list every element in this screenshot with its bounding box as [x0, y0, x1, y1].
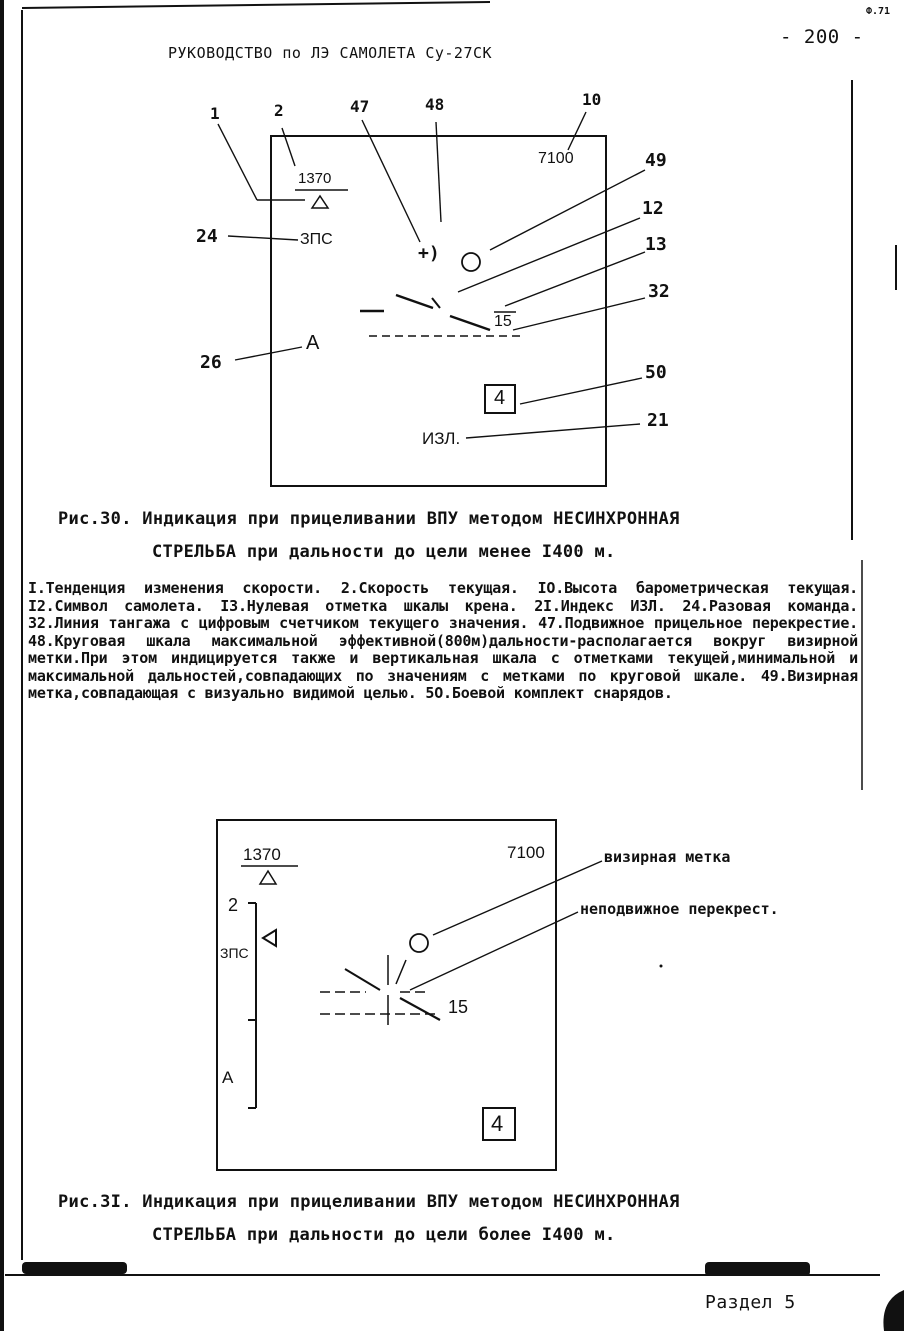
callout-47: 47	[350, 97, 370, 116]
callout-32: 32	[648, 281, 670, 302]
fig30-caption-line2: СТРЕЛЬБА при дальности до цели менее I400 м.	[152, 542, 616, 562]
callout-2: 2	[274, 101, 284, 120]
fig31-scale-label: 2	[228, 895, 239, 915]
fig30-ammo-count: 4	[494, 387, 506, 409]
fig31-command: ЗПС	[220, 945, 249, 961]
fig30-mode-letter: A	[306, 332, 320, 354]
callout-21: 21	[647, 410, 669, 431]
callout-10: 10	[582, 90, 602, 109]
fig31-label-fixed-cross: неподвижное перекрест.	[580, 900, 779, 918]
fig30-command: ЗПС	[300, 231, 333, 248]
callout-48: 48	[425, 95, 445, 114]
callout-26: 26	[200, 352, 222, 373]
fig30-pitch-value: 15	[494, 313, 512, 330]
legend-paragraph: I.Тенденция изменения скорости. 2.Скорость текущая. IO.Высота барометрическая текущая. I2.Символ самолета. I3.Нулевая отметка шкалы крена. 2I.Индекс ИЗЛ. 24.Разовая команда. 32.Линия тангажа с цифровым счетчиком текущего значения. 47.Подвижное прицельное перекрестие. 48.Круговая шкала максимальной эффективной(800м)дальности-располагается вокруг визирной метки.При этом индицируется также и вертикальная шкала с отметками текущей,минимальной и максимальной дальностей,совпадающих по значениям с метками по круговой шкале. 49.Визирная метка,совпадающая с визуально видимой целью. 5O.Боевой комплект снарядов.	[28, 579, 858, 702]
svg-text:+): +)	[418, 243, 440, 264]
header-title: РУКОВОДСТВО по ЛЭ САМОЛЕТА Су-27СК	[168, 44, 493, 62]
fig31-caption-line1: Рис.3I. Индикация при прицеливании ВПУ методом НЕСИНХРОННАЯ	[58, 1192, 680, 1212]
fig31-speed: 1370	[243, 845, 281, 864]
fig30-speed: 1370	[298, 170, 332, 187]
corner-mark: Ф.71	[866, 6, 891, 17]
fig30-izl: ИЗЛ.	[422, 429, 461, 448]
callout-13: 13	[645, 234, 667, 255]
sight-mark-31	[410, 934, 428, 952]
page-number: - 200 -	[780, 26, 864, 48]
footer-section: Раздел 5	[705, 1292, 796, 1313]
callout-24: 24	[196, 226, 218, 247]
callout-1: 1	[210, 104, 220, 123]
fig31-mode-letter: A	[222, 1068, 234, 1087]
fig31-caption-line2: СТРЕЛЬБА при дальности до цели более I400 м.	[152, 1225, 616, 1245]
fig31-altitude: 7100	[507, 843, 545, 862]
callout-49: 49	[645, 150, 667, 171]
fig31-pitch-value: 15	[448, 997, 469, 1017]
callout-50: 50	[645, 362, 667, 383]
fig30-caption-line1: Рис.30. Индикация при прицеливании ВПУ методом НЕСИНХРОННАЯ	[58, 509, 680, 529]
fig31-ammo-count: 4	[491, 1111, 504, 1136]
fig31-label-sight-mark: визирная метка	[604, 848, 731, 866]
fig30-altitude: 7100	[538, 150, 574, 167]
callout-12: 12	[642, 198, 664, 219]
